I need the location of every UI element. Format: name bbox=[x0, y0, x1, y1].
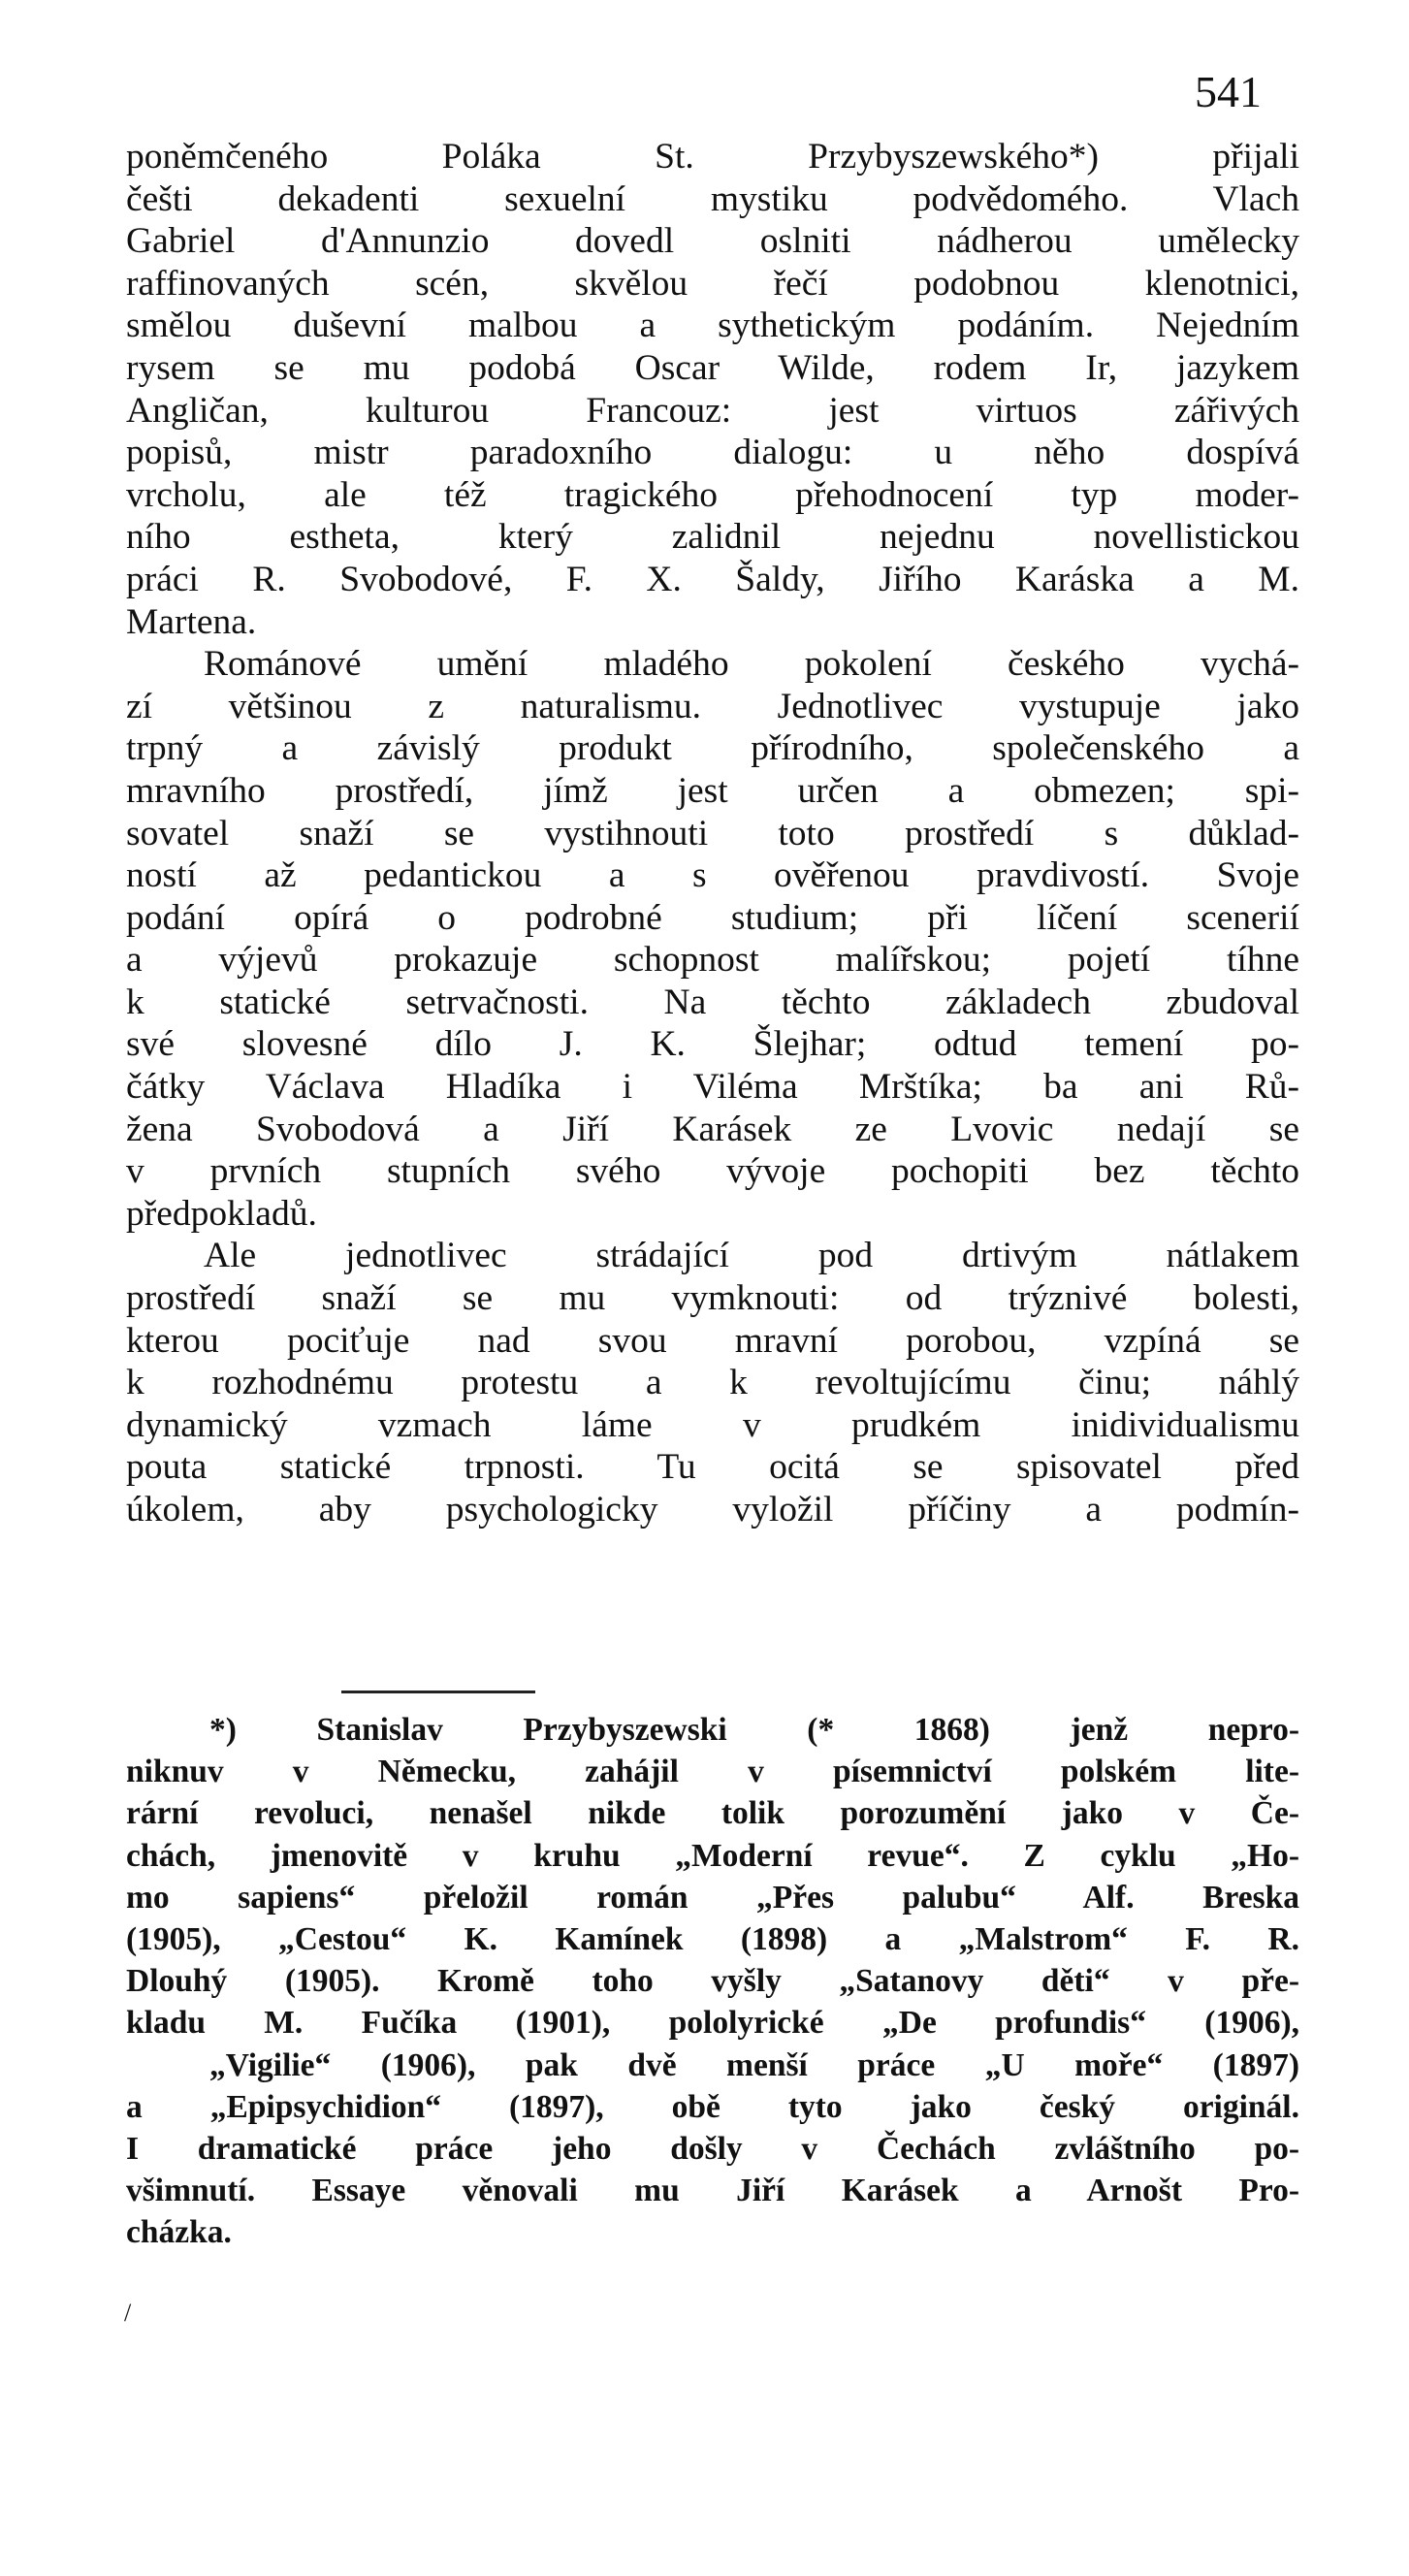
text-line: trpný a závislý produkt přírodního, společenského a bbox=[126, 728, 1299, 769]
text-line: k statické setrvačnosti. Na těchto základech zbudoval bbox=[126, 982, 1299, 1022]
text-line: kterou pociťuje nad svou mravní porobou, vzpíná se bbox=[126, 1320, 1299, 1361]
text-line: vrcholu, ale též tragického přehodnocení typ moder- bbox=[126, 474, 1299, 515]
text-line: Románové umění mladého pokolení českého vychá- bbox=[204, 644, 1299, 685]
text-line: úkolem, aby psychologicky vyložil příčiny a podmín- bbox=[126, 1490, 1299, 1530]
footnote-divider bbox=[341, 1690, 535, 1693]
text-line: poněmčeného Poláka St. Przybyszewského*) přijali bbox=[126, 137, 1299, 177]
text-line: zí většinou z naturalismu. Jednotlivec vystupuje jako bbox=[126, 686, 1299, 726]
footnote-line: *) Stanislav Przybyszewski (* 1868) jenž nepro- bbox=[209, 1712, 1299, 1748]
main-text bbox=[126, 136, 1299, 1531]
text-line: ního estheta, který zalidnil nejednu novellistickou bbox=[126, 517, 1299, 558]
footnote-line: Dlouhý (1905). Kromě toho vyšly „Satanovy děti“ v pře- bbox=[126, 1963, 1299, 2000]
footnote-line: (1905), „Cestou“ K. Kamínek (1898) a „Malstrom“ F. R. bbox=[126, 1920, 1299, 1957]
footnote-line: kladu M. Fučíka (1901), pololyrické „De profundis“ (1906), bbox=[126, 2005, 1299, 2042]
footnote-line: všimnutí. Essaye věnovali mu Jiří Karásek a Arnošt Pro- bbox=[126, 2173, 1299, 2209]
text-line: a výjevů prokazuje schopnost malířskou; pojetí tíhne bbox=[126, 940, 1299, 981]
text-line: dynamický vzmach láme v prudkém inidividualismu bbox=[126, 1404, 1299, 1445]
footnote-line: cházka. bbox=[126, 2214, 232, 2251]
text-line: pouta statické trpnosti. Tu ocitá se spisovatel před bbox=[126, 1447, 1299, 1488]
footnote-line: I dramatické práce jeho došly v Čechách zvláštního po- bbox=[126, 2130, 1299, 2167]
text-line: mravního prostředí, jímž jest určen a obmezen; spi- bbox=[126, 770, 1299, 811]
text-line: ností až pedantickou a s ověřenou pravdivostí. Svoje bbox=[126, 855, 1299, 896]
footnote-line: rární revoluci, nenašel nikde tolik porozumění jako v Če- bbox=[126, 1795, 1299, 1832]
footnote-line: „Vigilie“ (1906), pak dvě menší práce „U moře“ (1897) bbox=[209, 2046, 1299, 2083]
page-number: 541 bbox=[1195, 67, 1262, 116]
footnote-line: a „Epipsychidion“ (1897), obě tyto jako český originál. bbox=[126, 2088, 1299, 2125]
text-line: Ale jednotlivec strádající pod drtivým nátlakem bbox=[204, 1236, 1299, 1276]
text-line: sovatel snaží se vystihnouti toto prostředí s důklad- bbox=[126, 813, 1299, 853]
text-line: Angličan, kulturou Francouz: jest virtuos zářivých bbox=[126, 390, 1299, 431]
footnote-line: chách, jmenovitě v kruhu „Moderní revue“. Z cyklu „Ho- bbox=[126, 1837, 1299, 1874]
text-line: rysem se mu podobá Oscar Wilde, rodem Ir, jazykem bbox=[126, 347, 1299, 388]
text-line: v prvních stupních svého vývoje pochopiti bez těchto bbox=[126, 1151, 1299, 1192]
stray-mark: / bbox=[124, 2299, 132, 2327]
footnote-line: niknuv v Německu, zahájil v písemnictví polském lite- bbox=[126, 1754, 1299, 1790]
text-line: češti dekadenti sexuelní mystiku podvědomého. Vlach bbox=[126, 178, 1299, 219]
text-line: podání opírá o podrobné studium; při líčení scenerií bbox=[126, 897, 1299, 938]
text-line: žena Svobodová a Jiří Karásek ze Lvovic nedají se bbox=[126, 1109, 1299, 1149]
footnote bbox=[126, 1709, 1299, 2253]
text-line: smělou duševní malbou a sythetickým podáním. Nejedním bbox=[126, 306, 1299, 346]
text-line: čátky Václava Hladíka i Viléma Mrštíka; ba ani Rů- bbox=[126, 1067, 1299, 1108]
text-line: předpokladů. bbox=[126, 1193, 317, 1234]
text-line: raffinovaných scén, skvělou řečí podobnou klenotnici, bbox=[126, 263, 1299, 304]
text-line: Martena. bbox=[126, 601, 257, 642]
text-line: prostředí snaží se mu vymknouti: od trýznivé bolesti, bbox=[126, 1278, 1299, 1319]
text-line: práci R. Svobodové, F. X. Šaldy, Jiřího Karáska a M. bbox=[126, 559, 1299, 599]
footnote-line: mo sapiens“ přeložil román „Přes palubu“ Alf. Breska bbox=[126, 1879, 1299, 1916]
text-line: své slovesné dílo J. K. Šlejhar; odtud temení po- bbox=[126, 1024, 1299, 1065]
text-line: Gabriel d'Annunzio dovedl oslniti nádherou umělecky bbox=[126, 221, 1299, 262]
text-line: popisů, mistr paradoxního dialogu: u něho dospívá bbox=[126, 433, 1299, 473]
text-line: k rozhodnému protestu a k revoltujícímu činu; náhlý bbox=[126, 1363, 1299, 1403]
